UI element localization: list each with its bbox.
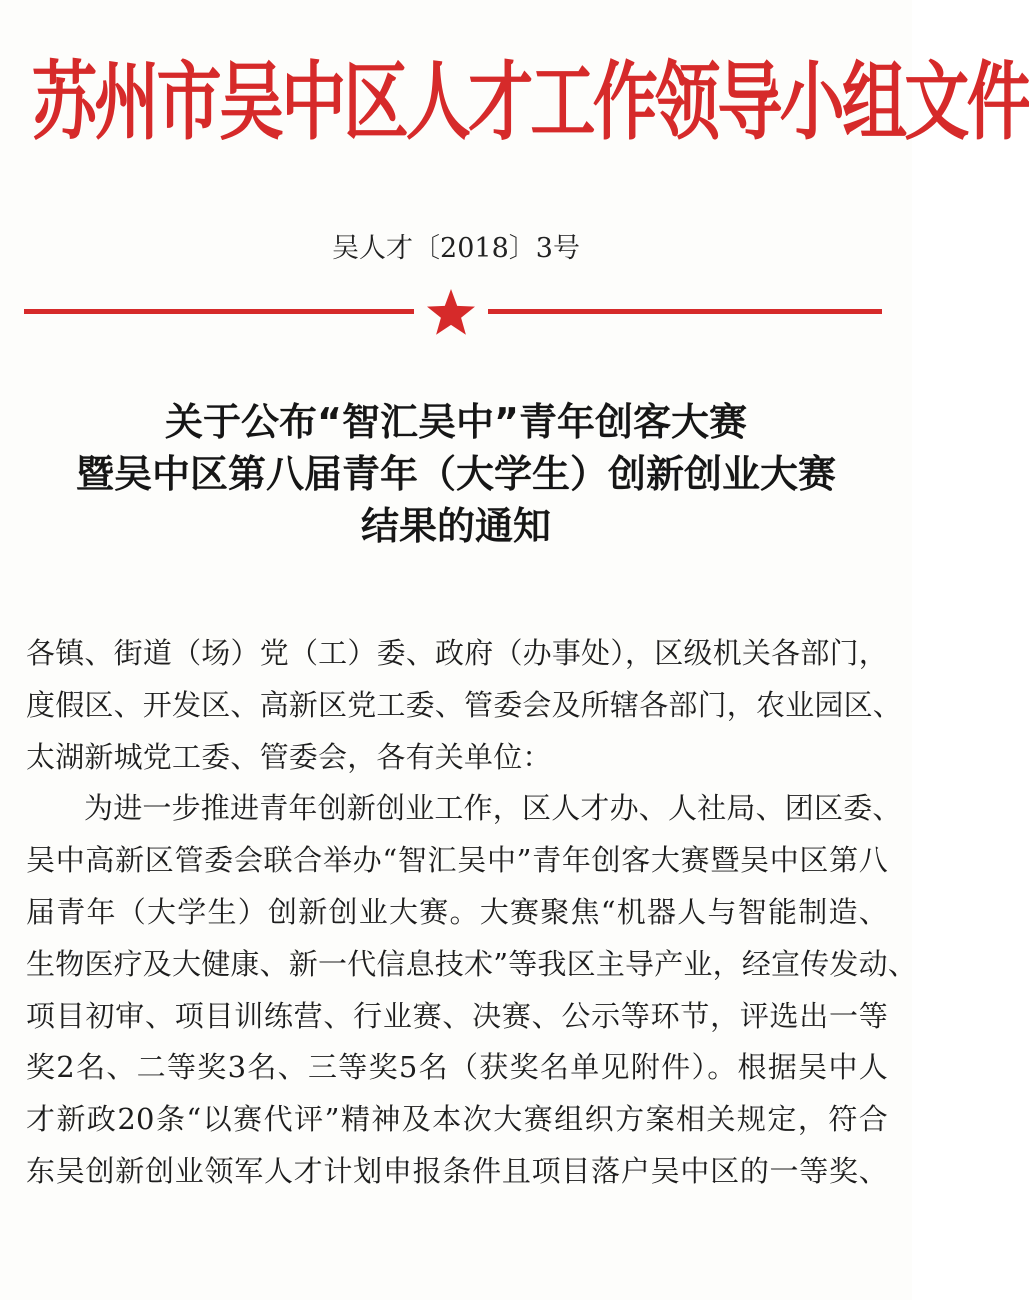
notice-body: [26, 628, 918, 1198]
paragraph-line: 生物医疗及大健康、新一代信息技术”等我区主导产业，经宣传发动、: [26, 946, 918, 981]
paragraph-line: 届青年（大学生）创新创业大赛。大赛聚焦“机器人与智能制造、: [26, 894, 888, 929]
paragraph-line: 东吴创新创业领军人才计划申报条件且项目落户吴中区的一等奖、: [26, 1153, 888, 1188]
paragraph-line: 为进一步推进青年创新创业工作，区人才办、人社局、团区委、: [84, 791, 902, 826]
paragraph-line: 吴中高新区管委会联合举办“智汇吴中”青年创客大赛暨吴中区第八: [26, 843, 888, 878]
red-divider: [0, 288, 912, 338]
paragraph-line: 奖2名、二等奖3名、三等奖5名（获奖名单见附件）。根据吴中人: [26, 1050, 888, 1085]
divider-line-left: [24, 309, 414, 314]
divider-line-right: [488, 309, 882, 314]
headline-line-2: 暨吴中区第八届青年（大学生）创新创业大赛: [75, 452, 836, 496]
headline-line-1: 关于公布“智汇吴中”青年创客大赛: [165, 400, 747, 444]
addressee-line: 各镇、街道（场）党（工）委、政府（办事处），区级机关各部门，: [26, 636, 888, 670]
star-icon: [427, 289, 475, 335]
paragraph-line: 项目初审、项目训练营、行业赛、决赛、公示等环节，评选出一等: [26, 998, 888, 1033]
headline-line-3: 结果的通知: [360, 504, 551, 548]
paragraph-line: 才新政20条“以赛代评”精神及本次大赛组织方案相关规定，符合: [26, 1102, 888, 1137]
document-number: 吴人才〔2018〕3号: [332, 233, 580, 264]
addressee-line: 太湖新城党工委、管委会，各有关单位：: [26, 739, 552, 774]
issuer-header-title: 苏州市吴中区人才工作领导小组文件: [31, 52, 1029, 153]
addressee-line: 度假区、开发区、高新区党工委、管委会及所辖各部门，农业园区、: [26, 687, 903, 722]
notice-headline: [0, 396, 912, 552]
